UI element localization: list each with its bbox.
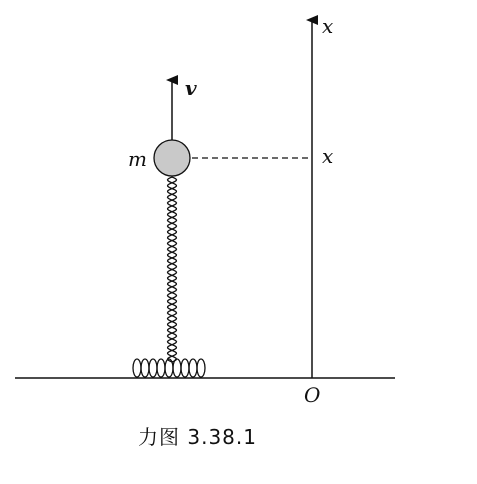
mass-label: m: [128, 147, 147, 171]
figure-caption: 力图 3.38.1: [138, 425, 257, 449]
velocity-label: v: [185, 76, 197, 100]
origin-label: O: [304, 383, 321, 407]
spring: [168, 177, 177, 362]
spring-coil-base: [133, 359, 205, 377]
x-axis-label: x: [322, 14, 334, 38]
position-label: x: [322, 144, 334, 168]
mass-ball: [154, 140, 190, 176]
